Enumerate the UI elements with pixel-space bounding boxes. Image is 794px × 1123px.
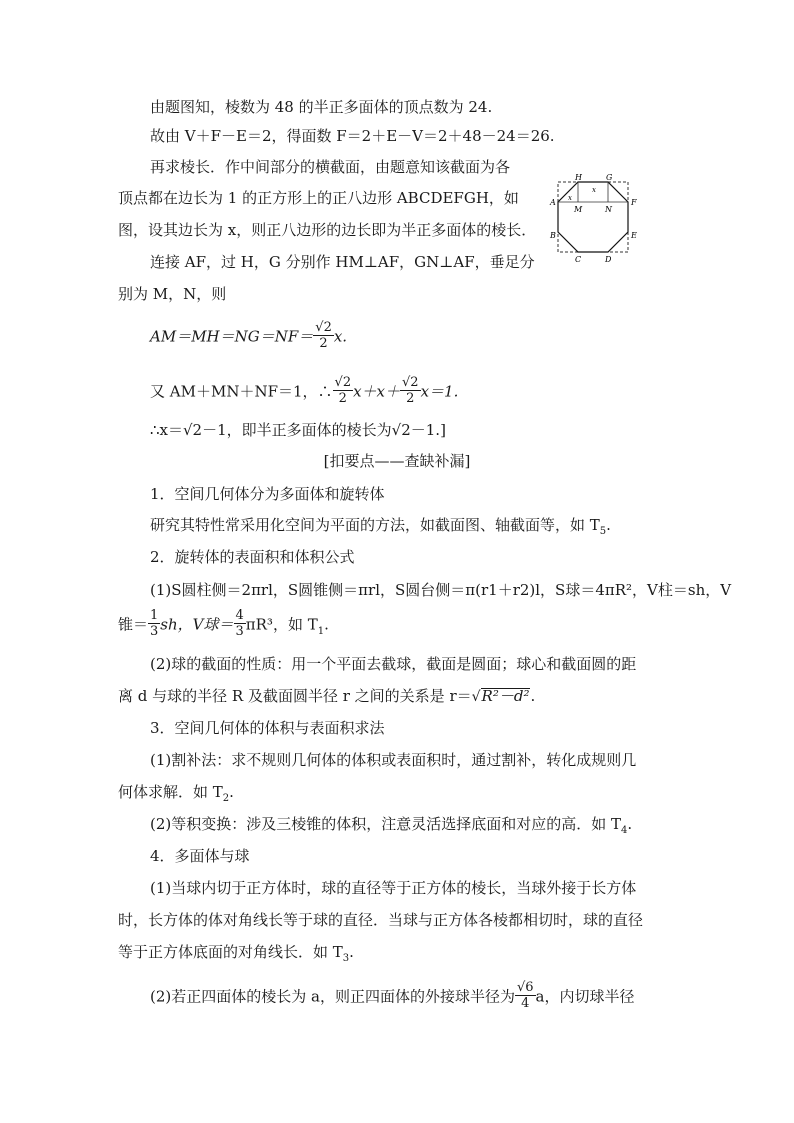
section-4-title: 4．多面体与球 [150, 847, 250, 865]
label-g: G [606, 173, 613, 182]
section-4-text-4-tail: a，内切球半径 [535, 987, 635, 1006]
fraction-numerator: 4 [235, 608, 244, 623]
section-heading: [扣要点——查缺补漏] [323, 452, 471, 470]
formula-am-lhs: AM＝MH＝NG＝NF＝ [150, 327, 314, 346]
formula-v-cone-label: 锥＝ [118, 615, 149, 634]
radicand: R²－d² [481, 687, 530, 705]
fraction-denominator: 3 [235, 624, 244, 639]
fraction-denominator: 2 [319, 336, 328, 351]
label-b: B [550, 231, 556, 240]
section-2-text-2-body: 离 d 与球的半径 R 及截面圆半径 r 之间的关系是 r＝ [118, 687, 472, 705]
text-line-4: 顶点都在边长为 1 的正方形上的正八边形 ABCDEFGH，如 [118, 189, 519, 207]
text-line-7: 别为 M，N，则 [118, 285, 227, 303]
label-n: N [605, 205, 612, 214]
section-4-text-4 [150, 982, 634, 1013]
text-line-10: ∴x＝√2－1，即半正多面体的棱长为√2－1.] [150, 421, 446, 439]
section-4-text-3: 等于正方体底面的对角线长．如 $T_3$. [118, 943, 354, 964]
formula-sum-lhs: 又 AM＋MN＋NF＝1，∴ [150, 382, 333, 401]
section-3-text-2-body: 何体求解．如 T [118, 783, 223, 801]
section-1-text-sub: 5 [599, 526, 607, 537]
fraction-denominator: 4 [521, 996, 530, 1011]
section-4-text-3-sub: 3 [342, 953, 350, 964]
section-3-text-1: (1)割补法：求不规则几何体的体积或表面积时，通过割补，转化成规则几 [150, 751, 637, 769]
label-a: A [550, 198, 556, 207]
section-2-title: 2．旋转体的表面积和体积公式 [150, 548, 355, 566]
formula-sum [150, 377, 458, 408]
section-4-text-2: 时，长方体的体对角线长等于球的直径．当球与正方体各棱都相切时，球的直径 [118, 911, 644, 929]
fraction-denominator: 2 [338, 391, 347, 406]
section-4-text-4-body: (2)若正四面体的棱长为 a，则正四面体的外接球半径为 [150, 987, 515, 1006]
formula-am [150, 322, 347, 353]
section-4-text-1: (1)当球内切于正方体时，球的直径等于正方体的棱长，当球外接于长方体 [150, 879, 637, 897]
formula-sum-mid: x＋x＋ [353, 382, 401, 401]
formula-sum-rhs: x＝1. [420, 382, 459, 401]
fraction-numerator: √6 [516, 980, 534, 995]
section-3-text-3: (2)等积变换：涉及三棱锥的体积，注意灵活选择底面和对应的高．如 $T_4$. [150, 815, 633, 836]
formula-v-sphere-rhs: πR³，如 T [245, 615, 318, 634]
formula-v-sphere-sub: 1 [317, 625, 325, 637]
text-line-6: 连接 AF，过 H，G 分别作 HM⊥AF，GN⊥AF，垂足分 [150, 253, 535, 271]
text-line-5: 图，设其边长为 x，则正八边形的边长即为半正多面体的棱长． [118, 221, 537, 239]
label-f: F [631, 198, 637, 207]
label-x-top: x [592, 186, 596, 194]
section-1-text: 研究其特性常采用化空间为平面的方法，如截面图、轴截面等，如 $T_5$. [150, 516, 611, 537]
section-1-title: 1．空间几何体分为多面体和旋转体 [150, 485, 385, 503]
section-3-text-3-body: (2)等积变换：涉及三棱锥的体积，注意灵活选择底面和对应的高．如 T [150, 815, 622, 833]
fraction-one-third [148, 608, 160, 639]
section-1-text-body: 研究其特性常采用化空间为平面的方法，如截面图、轴截面等，如 T [150, 516, 600, 534]
fraction-numerator: √2 [402, 375, 419, 390]
section-3-text-2: 何体求解．如 $T_2$. [118, 783, 234, 804]
section-2-formula-2: 锥＝ $\frac{1}{3}$ sh，V球＝ $\frac{4}{3}$ πR³，如 $T_1$. [118, 608, 329, 639]
label-e: E [631, 231, 637, 240]
label-m: M [574, 205, 583, 214]
section-2-text-2: 离 d 与球的半径 R 及截面圆半径 r 之间的关系是 r＝√R²－d². [118, 687, 536, 705]
fraction-four-thirds [234, 608, 246, 639]
fraction-numerator: 1 [150, 608, 159, 623]
text-line-2: 故由 V＋F－E＝2，得面数 F＝2＋E－V＝2＋48－24＝26. [150, 127, 555, 145]
fraction-numerator: √2 [334, 375, 352, 390]
fraction-denominator: 3 [150, 624, 159, 639]
text-line-3: 再求棱长．作中间部分的横截面，由题意知该截面为各 [150, 158, 511, 176]
fraction-sqrt6-over-4 [515, 980, 536, 1011]
fraction-sqrt2-over-2-b [400, 375, 421, 406]
fraction-numerator: √2 [315, 320, 332, 335]
label-x-side: x [568, 194, 572, 202]
octagon-figure [548, 170, 638, 266]
text-line-1: 由题图知，棱数为 48 的半正多面体的顶点数为 24. [150, 98, 493, 116]
label-h: H [575, 173, 582, 182]
section-3-title: 3．空间几何体的体积与表面积求法 [150, 719, 385, 737]
label-c: C [575, 255, 582, 264]
fraction-sqrt2-over-2 [313, 320, 334, 351]
label-d: D [605, 255, 612, 264]
fraction-sqrt2-over-2-a [333, 375, 354, 406]
section-3-text-2-sub: 2 [222, 793, 230, 804]
section-2-text-1: (2)球的截面的性质：用一个平面去截球，截面是圆面；球心和截面圆的距 [150, 655, 637, 673]
section-4-text-3-body: 等于正方体底面的对角线长．如 T [118, 943, 343, 961]
fraction-denominator: 2 [406, 391, 415, 406]
formula-v-sphere-label: sh，V球＝ [160, 615, 234, 634]
formula-am-rhs: x. [333, 327, 348, 346]
section-3-text-3-sub: 4 [621, 825, 628, 836]
radical-sign: √ [471, 689, 481, 705]
section-2-formula-1: (1)S圆柱侧＝2πrl，S圆锥侧＝πrl，S圆台侧＝π(r1＋r2)l，S球＝4πR²，V柱＝sh，V [150, 581, 732, 599]
